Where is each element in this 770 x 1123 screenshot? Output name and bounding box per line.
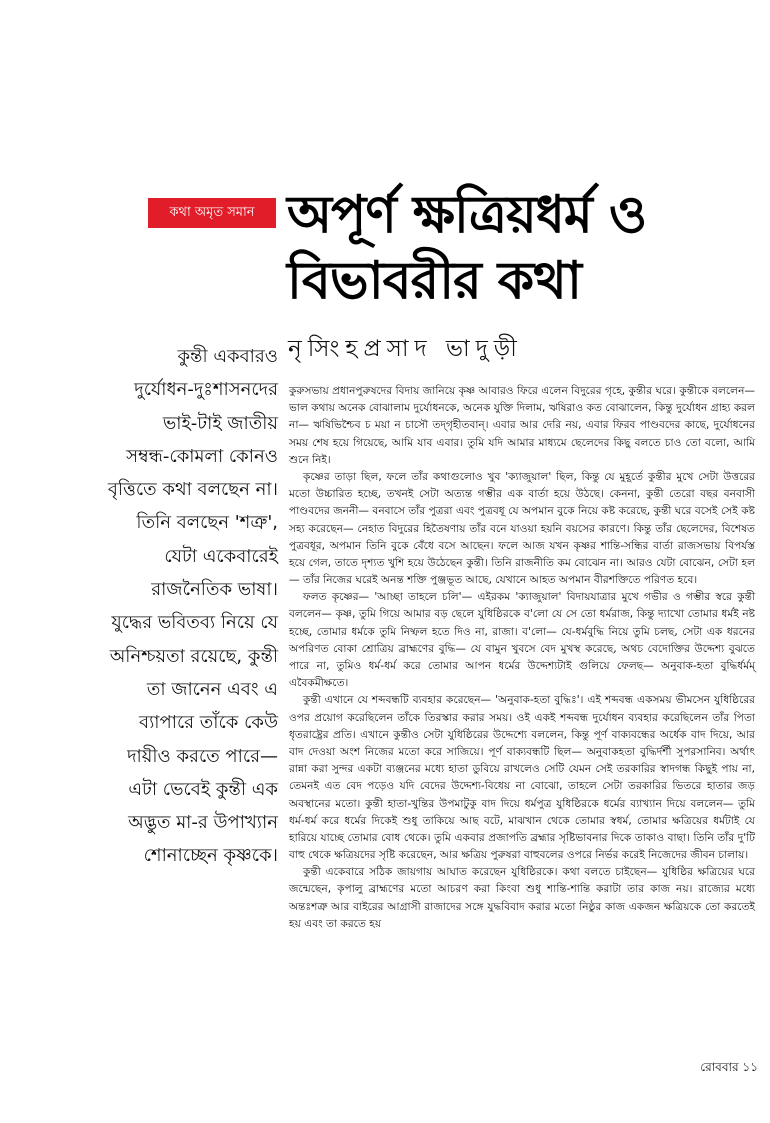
pull-quote-line: শোনাচ্ছেন কৃষ্ণকে। xyxy=(143,845,278,867)
pull-quote-line: রাজনৈতিক ভাষা। xyxy=(151,579,278,601)
pull-quote-line: অনিশ্চয়তা রয়েছে, কুন্তী xyxy=(109,645,278,667)
author-byline: নৃসিংহপ্রসাদ ভাদুড়ী xyxy=(288,336,523,362)
pull-quote-line: যেটা একেবারেই xyxy=(164,545,278,567)
title-line-2: বিভাবরীর কথা xyxy=(287,251,581,311)
article-title xyxy=(287,182,757,314)
pull-quote-line: দুর্যোধন-দুঃশাসনদের xyxy=(134,379,278,401)
article-paragraph: কৃষ্ণের তাড়া ছিল, ফলে তাঁর কথাগুলোও খুব 'ক্যাজুয়াল' ছিল, কিন্তু যে মুহূর্তে কুন্তীর মুখে সেটা উত্তরের মতো উচ্চারিত হচ্ছে, তখনই সেটা অত্যন্ত গম্ভীর এক বার্তা হয়ে উঠছে। কেননা, কুন্তী তেরো বছর বনবাসী পাণ্ডবদের জননী— বনবাসে তাঁর পুত্ররা এবং পুত্রবধূ যে অপমান বুকে নিয়ে কষ্ট করেছে, কুন্তী ঘরে বসেই সেই কষ্ট সহ্য করেছেন— নেহাত বিদুরের হিতৈষণায় তাঁর বনে যাওয়া হয়নি বয়সের কারণে। কিন্তু তাঁর ছেলেদের, বিশেষত পুত্রবধূর, অপমান তিনি বুকে বেঁধে বসে আছেন। ফলে আজ যখন কৃষ্ণর শান্তি-সন্ধির বার্তা রাজসভায় বিপর্যস্ত হয়ে গেল, তাতে দৃশ্যত খুশি হয়ে উঠেছেন কুন্তী। তিনি রাজনীতি কম বোঝেন না। আরও যেটা বোঝেন, সেটা হল— তাঁর নিজের ঘরেই অনন্ত শক্তি পুঞ্জভূত আছে, যেখানে আহত অপমান বীরশক্তিতে পরিণত হবে। xyxy=(289,470,755,587)
article-paragraph: কুন্তী একেবারে সঠিক জায়গায় আঘাত করেছেন যুধিষ্ঠিরকে। কথা বলতে চাইছেন— যুধিষ্ঠির ক্ষত্রিয়ের ঘরে জন্মেছেন, কৃপালু ব্রাহ্মণের মতো আচরণ করা কিংবা শুধু শান্তি-শান্তি করাটা তার কাজ নয়। রাজ্যের মধ্যে অন্তঃশত্রু আর বাইরের আগ্রাসী রাজাদের সঙ্গে যুদ্ধবিবাদ করার মতো নিষ্ঠুর কাজ একজন ক্ষত্রিয়কে তো করতেই হয় এবং তা করতে হয় xyxy=(289,866,755,930)
pull-quote-line: তিনি বলছেন 'শত্রু', xyxy=(136,512,278,534)
title-line-1: অপূর্ণ ক্ষত্রিয়ধর্ম ও xyxy=(287,185,647,245)
article-paragraph: কুরুসভায় প্রধানপুরুষদের বিদায় জানিয়ে কৃষ্ণ আবারও ফিরে এলেন বিদুরের গৃহে, কুন্তীর ঘরে। কুন্তীকে বললেন— ভাল কথায় অনেক বোঝালাম দুর্যোধনকে, অনেক যুক্তি দিলাম, ঋষিরাও কত বোঝালেন, কিন্তু দুর্যোধন গ্রাহ্য করল না— ঋষিভিশ্চৈব চ ময়া ন চাসৌ তদ্‌গৃহীতবান্। এবার আর দেরি নয়, এবার ফিরব পাণ্ডবদের কাছে, দুর্যোধনের সময় শেষ হয়ে গিয়েছে, আমি যাব এবার। তুমি যদি আমার মাধ্যমে ছেলেদের কিছু বলতে চাও তো বলো, আমি শুনে নিই। xyxy=(289,385,755,466)
pull-quote-line: দায়ীও করতে পারে— xyxy=(127,745,278,767)
pull-quote-line: ব্যাপারে তাঁকে কেউ xyxy=(139,712,278,734)
pull-quote-line: সম্বন্ধ-কোমলা কোনও xyxy=(126,445,278,467)
pull-quote xyxy=(84,340,278,873)
pull-quote-line: অদ্ভুত মা-র উপাখ্যান xyxy=(128,812,278,834)
pull-quote-line: বৃত্তিতে কথা বলছেন না। xyxy=(107,479,278,501)
pull-quote-line: ভাই-টাই জাতীয় xyxy=(162,412,278,434)
article-paragraph: কুন্তী এখানে যে শব্দবন্ধটি ব্যবহার করেছেন— 'অনুবাক-হতা বুদ্ধিঃ'। এই শব্দবন্ধ একসময় ভীমসেন যুধিষ্ঠিরের ওপর প্রয়োগ করেছিলেন তাঁকে তিরস্কার করার সময়। ওই একই শব্দবন্ধ দুর্যোধন ব্যবহার করেছিলেন তাঁর পিতা ধৃতরাষ্ট্রের প্রতি। এখানে কুন্তীও সেটা যুধিষ্ঠিরের উদ্দেশ্যে বললেন, কিন্তু পূর্ণ বাক্যবন্ধের অর্ধেক বাদ দিয়ে, আর বাদ দেওয়া অংশ নিজের মতো করে সাজিয়ে। পূর্ণ বাক্যবন্ধটি ছিল— অনুবাকহতা বুদ্ধির্দর্শী সুপরসানিব। অর্থাৎ রান্না করা সুন্দর একটা ব্যঞ্জনের মধ্যে হাতা ডুবিয়ে রাখলেও সেটি যেমন সেই তরকারির স্বাদগন্ধ কিছুই পায় না, তেমনই এত বেদ পড়েও যদি বেদের উদ্দেশ্য-বিধেয় না বোঝো, তাহলে সেটা তরকারির ভিতরে হাতার জড় অবস্থানের মতো। কুন্তী হাতা-খুন্তির উপমাটুকু বাদ দিয়ে ধর্মপুত্র যুধিষ্ঠিরকে ধর্মের ব্যাখ্যান দিয়ে বললেন— তুমি ধর্ম-ধর্ম করে ধর্মের দিকেই শুধু তাকিয়ে আছ বটে, মাঝখান থেকে তোমার স্বধর্ম, তোমার ক্ষত্রিয়ের ধর্মটাই যে হারিয়ে যাচ্ছে তোমার বোধ থেকে। তুমি একবার প্রজাপতি ব্রহ্মার সৃষ্টিভাবনার দিকে তাকাও বাছা। তিনি তাঁর দু'টি বাহু থেকে ক্ষত্রিয়দের সৃষ্টি করেছেন, আর ক্ষত্রিয় পুরুষরা বাহুবলের ওপরে নির্ভর করেই নিজেদের জীবন চালায়। xyxy=(289,694,755,862)
page-footer: রোববার ১১ xyxy=(700,1060,758,1074)
pull-quote-line: কুন্তী একবারও xyxy=(177,346,278,367)
pull-quote-line: তা জানেন এবং এ xyxy=(146,678,278,700)
article-paragraph: ফলত কৃষ্ণের— 'আচ্ছা তাহলে চলি'— এইরকম 'ক্যাজুয়াল' বিদায়যাত্রার মুখে গভীর ও গম্ভীর স্বরে কুন্তী বললেন— কৃষ্ণ, তুমি গিয়ে আমার বড় ছেলে যুধিষ্ঠিরকে ব'লো যে সে তো ধর্মরাজ, কিন্তু দ্যাখো তোমার ধর্মই নষ্ট হচ্ছে, তোমার ধর্মকে তুমি নিষ্ফল হতে দিও না, রাজা। ব'লো— যে-ধর্মবুদ্ধি নিয়ে তুমি চলছ, সেটা এক ধরনের অপরিণত বোকা শ্রোত্রিয় ব্রাহ্মণের বুদ্ধি— যে বামুন খুবসে বেদ মুখস্থ করেছে, অথচ বেদোক্তির উদ্দেশ্য বুঝতে পারে না, তুমিও ধর্ম-ধর্ম করে তোমার আপন ধর্মের উদ্দেশ্যটাই গুলিয়ে ফেলছ— অনুবাক-হতা বুদ্ধির্ধর্মম্ এবৈকমীক্ষতে। xyxy=(289,591,755,690)
pull-quote-line: যুদ্ধের ভবিতব্য নিয়ে যে xyxy=(111,612,278,634)
section-tag: কথা অমৃত সমান xyxy=(148,198,276,228)
article-body xyxy=(289,383,755,933)
pull-quote-line: এটা ভেবেই কুন্তী এক xyxy=(128,778,278,800)
